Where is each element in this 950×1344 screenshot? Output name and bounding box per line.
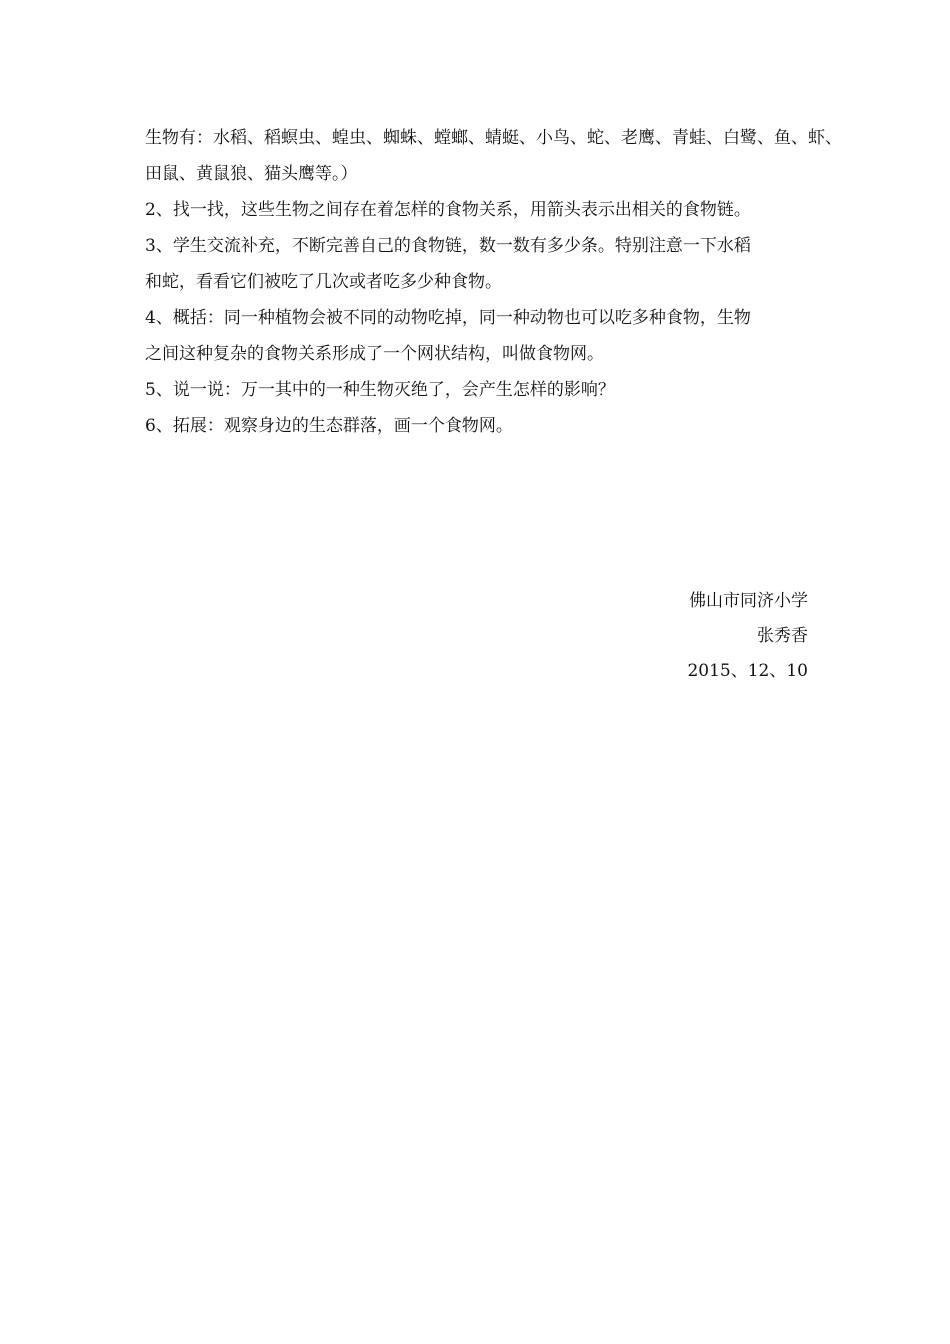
paragraph-step-2: 2、找一找，这些生物之间存在着怎样的食物关系，用箭头表示出相关的食物链。 xyxy=(145,200,751,220)
paragraph-step-4: 4、概括：同一种植物会被不同的动物吃掉，同一种动物也可以吃多种食物，生物 xyxy=(145,308,751,328)
document-body xyxy=(145,120,842,444)
paragraph-step-4-cont: 之间这种复杂的食物关系形成了一个网状结构，叫做食物网。 xyxy=(145,344,604,364)
signature-school: 佛山市同济小学 xyxy=(689,591,808,611)
paragraph-step-3-cont: 和蛇，看看它们被吃了几次或者吃多少种食物。 xyxy=(145,272,502,292)
paragraph-step-5: 5、说一说：万一其中的一种生物灭绝了，会产生怎样的影响？ xyxy=(145,380,615,400)
paragraph-step-6: 6、拓展：观察身边的生态群落，画一个食物网。 xyxy=(145,416,513,436)
signature-author: 张秀香 xyxy=(757,626,808,646)
signature-block xyxy=(560,584,808,689)
paragraph-step-3: 3、学生交流补充，不断完善自己的食物链，数一数有多少条。特别注意一下水稻 xyxy=(145,236,751,256)
paragraph-organisms-list: 生物有：水稻、稻螟虫、蝗虫、蜘蛛、螳螂、蜻蜓、小鸟、蛇、老鹰、青蛙、白鹭、鱼、虾、 xyxy=(145,128,842,148)
paragraph-organisms-list-cont: 田鼠、黄鼠狼、猫头鹰等。） xyxy=(145,164,358,184)
signature-date: 2015、12、10 xyxy=(687,661,808,681)
